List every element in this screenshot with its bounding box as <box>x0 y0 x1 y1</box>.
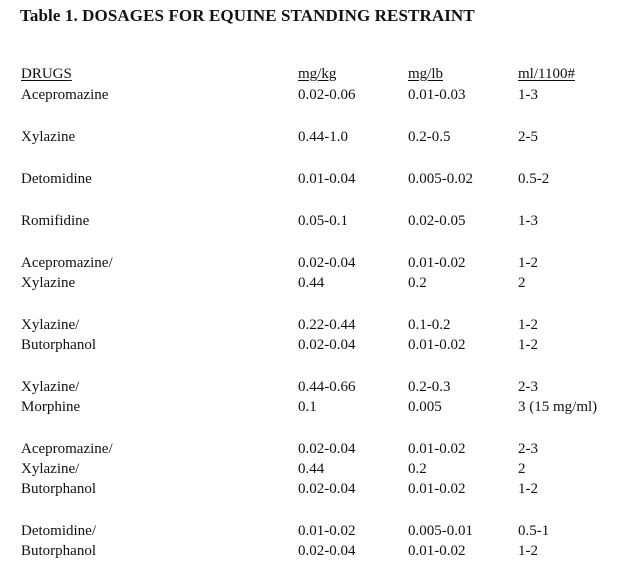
dose-mg-per-lb: 0.01-0.02 <box>408 543 466 559</box>
dose-ml-per-1100lb: 1-2 <box>518 317 538 333</box>
dose-mg-per-kg: 0.02-0.04 <box>298 255 356 271</box>
dose-mg-per-kg: 0.1 <box>298 399 317 415</box>
table-row <box>21 335 615 355</box>
table-row <box>21 273 615 293</box>
dose-mg-per-kg: 0.01-0.02 <box>298 523 356 539</box>
table-row <box>21 315 615 335</box>
dose-mg-per-lb: 0.01-0.03 <box>408 87 466 103</box>
dose-ml-per-1100lb: 1-2 <box>518 543 538 559</box>
group-spacer <box>21 499 615 521</box>
dose-mg-per-lb: 0.01-0.02 <box>408 481 466 497</box>
table-row <box>21 541 615 561</box>
dose-mg-per-kg: 0.02-0.04 <box>298 441 356 457</box>
dose-mg-per-lb: 0.005-0.02 <box>408 171 473 187</box>
dose-mg-per-kg: 0.02-0.06 <box>298 87 356 103</box>
dose-mg-per-kg: 0.02-0.04 <box>298 481 356 497</box>
dosage-table <box>21 64 615 561</box>
drug-name: Xylazine/ <box>21 461 80 477</box>
dose-mg-per-kg: 0.02-0.04 <box>298 543 356 559</box>
group-spacer <box>21 355 615 377</box>
dose-mg-per-kg: 0.44 <box>298 275 325 291</box>
dose-mg-per-kg: 0.02-0.04 <box>298 337 356 353</box>
drug-name: Detomidine <box>21 171 92 187</box>
group-spacer <box>21 231 615 253</box>
dose-mg-per-kg: 0.44-1.0 <box>298 129 348 145</box>
drug-name: Detomidine/ <box>21 523 96 539</box>
drug-name: Butorphanol <box>21 543 96 559</box>
table-header-row <box>21 64 615 85</box>
dose-ml-per-1100lb: 1-3 <box>518 213 538 229</box>
table-row <box>21 169 615 189</box>
drug-name: Acepromazine/ <box>21 441 113 457</box>
header-drugs: DRUGS <box>21 66 72 82</box>
table-title: Table 1. DOSAGES FOR EQUINE STANDING RESTRAINT <box>20 6 475 25</box>
dose-ml-per-1100lb: 2-5 <box>518 129 538 145</box>
dose-mg-per-lb: 0.1-0.2 <box>408 317 451 333</box>
table-row <box>21 479 615 499</box>
drug-name: Xylazine <box>21 275 76 291</box>
drug-name: Xylazine/ <box>21 379 80 395</box>
group-spacer <box>21 189 615 211</box>
dose-mg-per-lb: 0.01-0.02 <box>408 441 466 457</box>
dose-ml-per-1100lb: 1-3 <box>518 87 538 103</box>
drug-name: Xylazine/ <box>21 317 80 333</box>
dose-mg-per-kg: 0.01-0.04 <box>298 171 356 187</box>
table-body <box>21 85 615 561</box>
dose-ml-per-1100lb: 0.5-2 <box>518 171 550 187</box>
dose-ml-per-1100lb: 1-2 <box>518 255 538 271</box>
group-spacer <box>21 147 615 169</box>
dose-ml-per-1100lb: 3 (15 mg/ml) <box>518 399 598 415</box>
drug-name: Morphine <box>21 399 81 415</box>
dose-ml-per-1100lb: 2-3 <box>518 441 538 457</box>
dose-mg-per-lb: 0.2-0.3 <box>408 379 451 395</box>
table-row <box>21 397 615 417</box>
drug-name: Acepromazine/ <box>21 255 113 271</box>
header-ml-per-1100lb: ml/1100# <box>518 66 575 82</box>
dose-mg-per-kg: 0.22-0.44 <box>298 317 356 333</box>
dose-ml-per-1100lb: 2 <box>518 461 526 477</box>
header-mg-per-kg: mg/kg <box>298 66 337 82</box>
dose-mg-per-lb: 0.01-0.02 <box>408 255 466 271</box>
table-row <box>21 521 615 541</box>
table-row <box>21 85 615 105</box>
drug-name: Xylazine <box>21 129 76 145</box>
dose-mg-per-lb: 0.2 <box>408 275 427 291</box>
group-spacer <box>21 293 615 315</box>
dose-ml-per-1100lb: 1-2 <box>518 481 538 497</box>
dose-mg-per-kg: 0.44 <box>298 461 325 477</box>
dose-mg-per-kg: 0.05-0.1 <box>298 213 348 229</box>
drug-name: Acepromazine <box>21 87 109 103</box>
group-spacer <box>21 105 615 127</box>
table-row <box>21 211 615 231</box>
dose-mg-per-lb: 0.02-0.05 <box>408 213 466 229</box>
dose-mg-per-kg: 0.44-0.66 <box>298 379 356 395</box>
drug-name: Butorphanol <box>21 337 96 353</box>
dose-ml-per-1100lb: 1-2 <box>518 337 538 353</box>
dose-mg-per-lb: 0.2 <box>408 461 427 477</box>
dose-mg-per-lb: 0.005-0.01 <box>408 523 473 539</box>
dose-ml-per-1100lb: 2 <box>518 275 526 291</box>
dose-ml-per-1100lb: 2-3 <box>518 379 538 395</box>
drug-name: Romifidine <box>21 213 90 229</box>
table-row <box>21 439 615 459</box>
header-mg-per-lb: mg/lb <box>408 66 444 82</box>
dose-mg-per-lb: 0.01-0.02 <box>408 337 466 353</box>
table-row <box>21 127 615 147</box>
table-row <box>21 459 615 479</box>
dose-mg-per-lb: 0.005 <box>408 399 442 415</box>
dose-ml-per-1100lb: 0.5-1 <box>518 523 550 539</box>
drug-name: Butorphanol <box>21 481 96 497</box>
table-row <box>21 253 615 273</box>
group-spacer <box>21 417 615 439</box>
table-row <box>21 377 615 397</box>
dose-mg-per-lb: 0.2-0.5 <box>408 129 451 145</box>
